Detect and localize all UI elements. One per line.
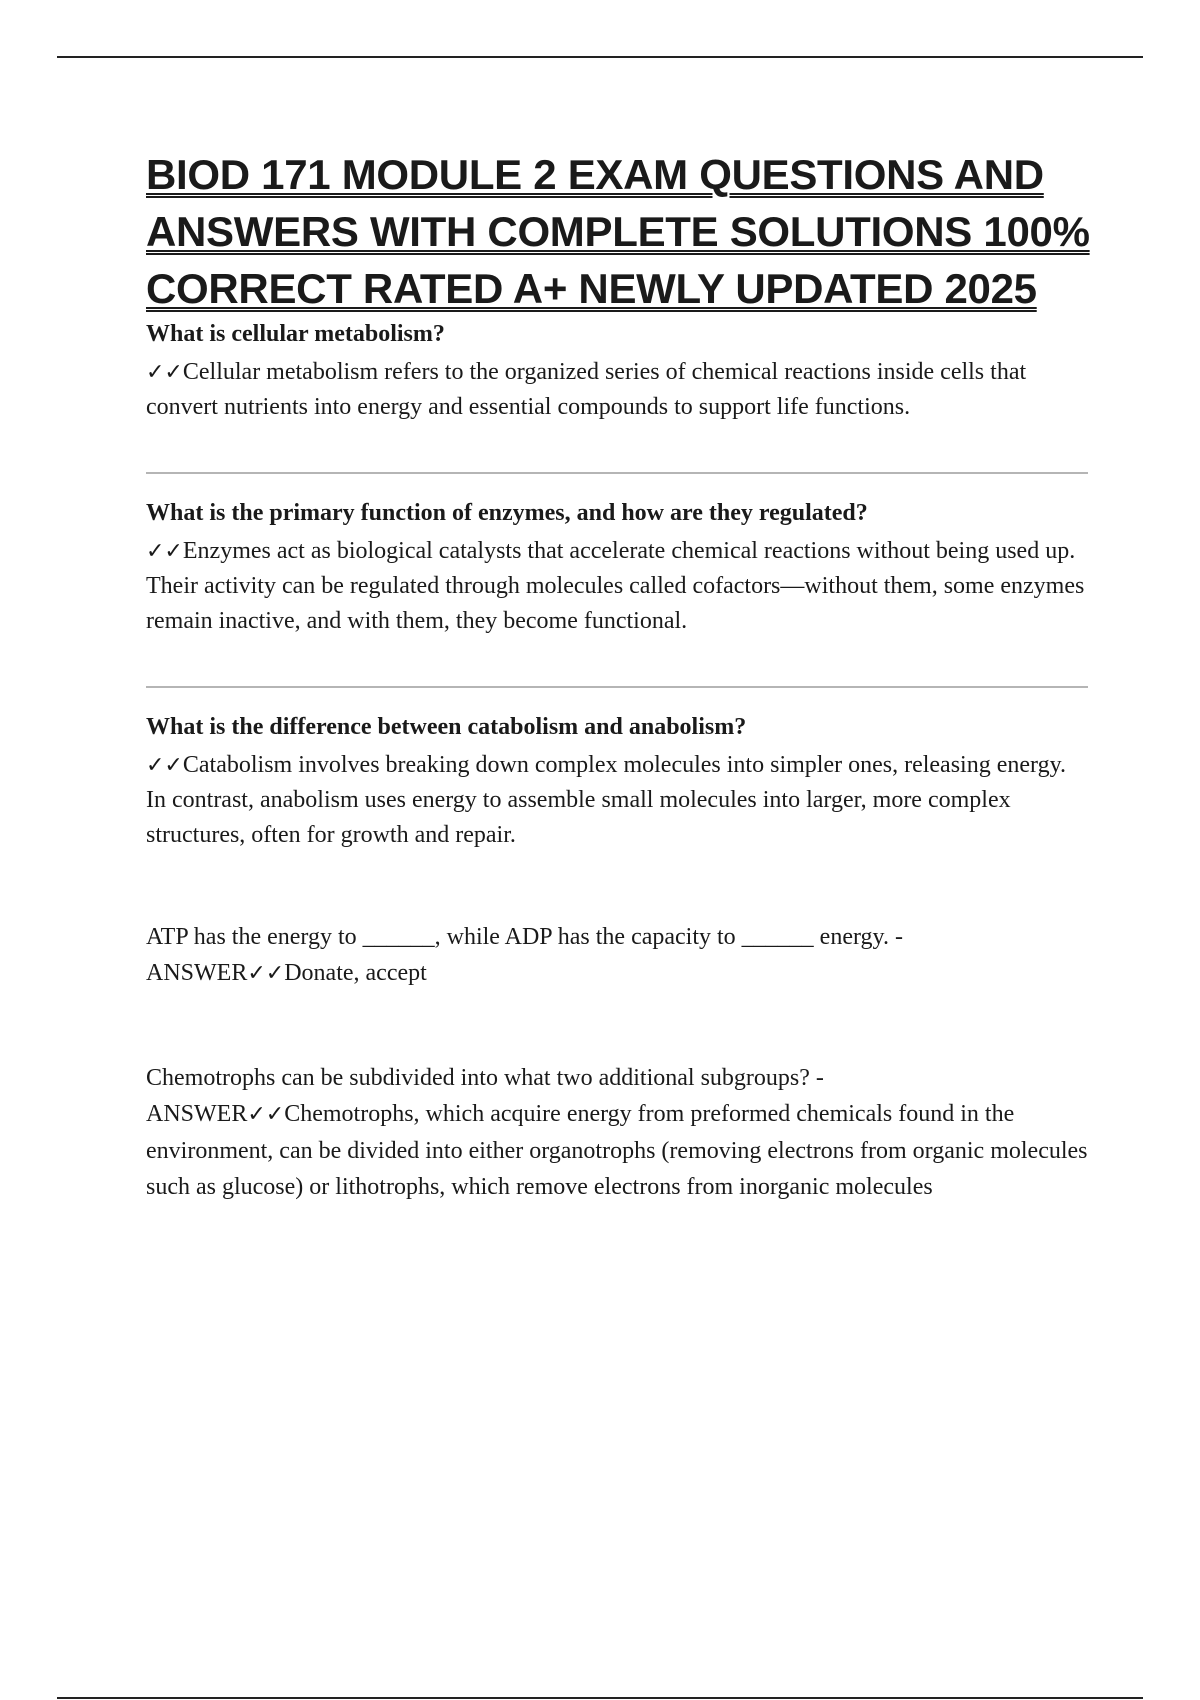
double-check-icon: ✓✓ [146,539,183,564]
inline-qa-item [146,1060,1091,1205]
answer-text [146,534,1091,639]
question-text: What is the primary function of enzymes, and how are they regulated? [146,500,868,526]
document-title [146,146,1091,317]
inline-question-text: ATP has the energy to ______, while ADP has the capacity to ______ energy. - ANSWER [146,924,903,986]
double-check-icon: ✓✓ [146,753,183,778]
answer-body: Catabolism involves breaking down complex molecules into simpler ones, releasing energy. In contrast, anabolism uses energy to assemble small molecules into larger, more complex structures, often for growth and repair. [146,752,1067,848]
qa-block [146,710,1091,853]
section-divider [146,686,1088,688]
question-text: What is the difference between catabolism and anabolism? [146,714,747,740]
question-text: What is cellular metabolism? [146,321,445,347]
document-body [146,146,1091,1205]
qa-block [146,496,1091,639]
answer-body: Cellular metabolism refers to the organized series of chemical reactions inside cells that convert nutrients into energy and essential compounds to support life functions. [146,359,1027,420]
qa-block [146,317,1091,425]
answer-body: Enzymes act as biological catalysts that accelerate chemical reactions without being used up. Their activity can be regulated through molecules called cofactors—without them, some enzymes remain inactive, and with them, they become functional. [146,538,1085,634]
section-divider [146,472,1088,474]
answer-text [146,748,1091,853]
page-top-rule [57,56,1143,58]
inline-answer-text: Chemotrophs, which acquire energy from preformed chemicals found in the environment, can be divided into either organotrophs (removing electrons from organic molecules such as glucose) or lithotrophs, which remove electrons from inorganic molecules [146,1101,1088,1200]
page-bottom-rule [57,1697,1143,1699]
double-check-icon: ✓✓ [247,961,285,986]
inline-question-text: Chemotrophs can be subdivided into what two additional subgroups? - ANSWER [146,1065,824,1127]
double-check-icon: ✓✓ [146,360,183,385]
document-title-text: BIOD 171 MODULE 2 EXAM QUESTIONS AND ANSWERS WITH COMPLETE SOLUTIONS 100% CORRECT RATED A+ NEWLY UPDATED 2025 [146,151,1090,312]
inline-qa-item [146,919,1091,992]
answer-text [146,355,1091,425]
inline-answer-text: Donate, accept [284,960,427,986]
double-check-icon: ✓✓ [247,1102,285,1127]
